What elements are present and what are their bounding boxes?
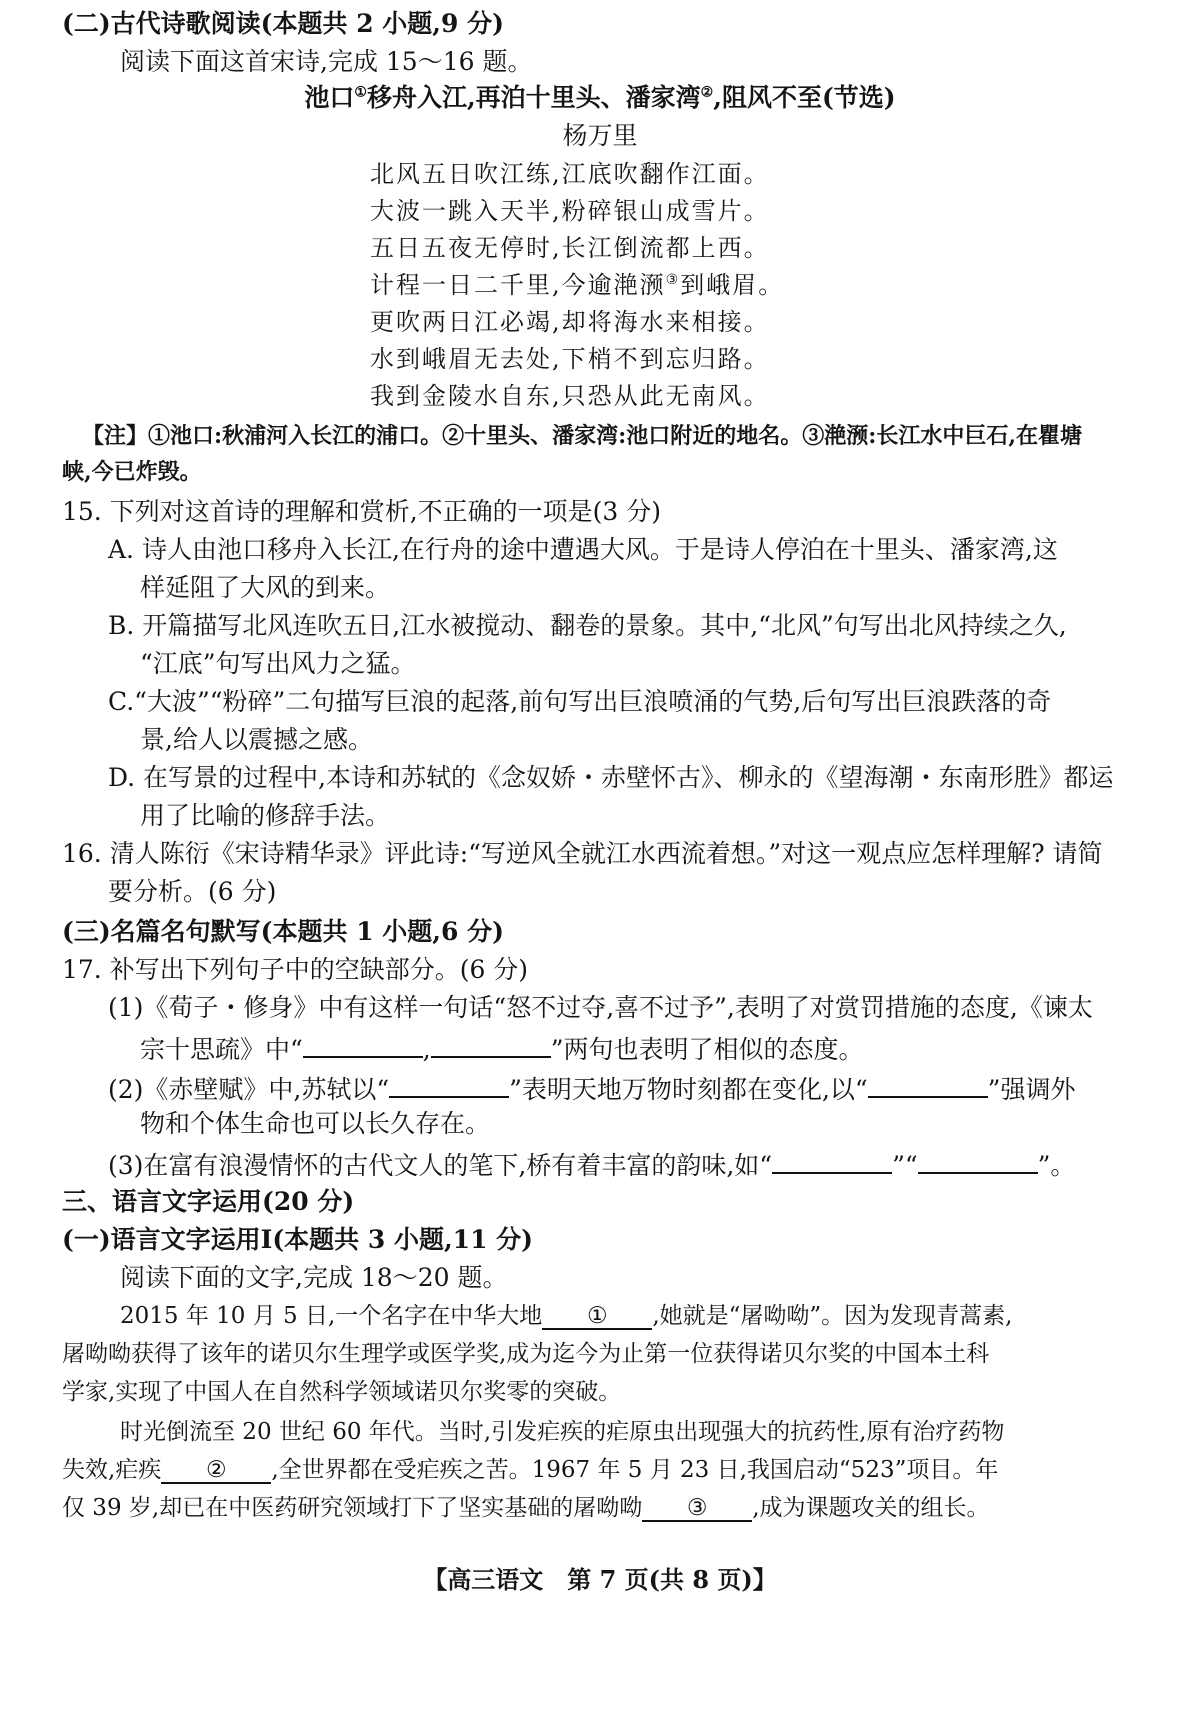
passage-p2-line-3 — [62, 1490, 990, 1526]
footnote-marker-2: ② — [700, 84, 714, 101]
q15-option-b: B. 开篇描写北风连吹五日,江水被搅动、翻卷的景象。其中,“北风”句写出北风持续之久, — [108, 611, 1067, 640]
q17-item-2-text-post: ”强调外 — [987, 1075, 1076, 1104]
poem-title-part-c: ,阻风不至(节选) — [713, 83, 896, 112]
passage-p2-line-1: 时光倒流至 20 世纪 60 年代。当时,引发疟疾的疟原虫出现强大的抗药性,原有治疗药物 — [120, 1419, 1005, 1445]
q15-option-d: D. 在写景的过程中,本诗和苏轼的《念奴娇・赤壁怀古》、柳永的《望海潮・东南形胜》都运 — [108, 763, 1114, 792]
poetry-intro: 阅读下面这首宋诗,完成 15～16 题。 — [120, 47, 533, 76]
poem-line: 我到金陵水自东,只恐从此无南风。 — [370, 382, 770, 410]
q17-item-1-text-pre: 宗十思疏》中“ — [140, 1035, 303, 1064]
q17-item-1: (1)《荀子・修身》中有这样一句话“怒不过夺,喜不过予”,表明了对赏罚措施的态度,《谏太 — [108, 993, 1093, 1022]
poem-title-part-a: 池口 — [304, 83, 355, 112]
poem-line: 北风五日吹江练,江底吹翻作江面。 — [370, 160, 770, 188]
q15-option-c-cont: 景,给人以震撼之感。 — [140, 725, 373, 754]
q15-option-c: C.“大波”“粉碎”二句描写巨浪的起落,前句写出巨浪喷涌的气势,后句写出巨浪跌落的奇 — [108, 687, 1052, 716]
passage-p1-line-1 — [120, 1298, 1012, 1334]
q17-item-3-text-pre: (3)在富有浪漫情怀的古代文人的笔下,桥有着丰富的韵味,如“ — [108, 1151, 773, 1180]
poem-title-part-b: 移舟入江,再泊十里头、潘家湾 — [366, 83, 701, 112]
q17-item-3-text-post: ”。 — [1037, 1151, 1076, 1180]
poem-note-line-2: 峡,今已炸毁。 — [62, 459, 202, 485]
q15-option-a: A. 诗人由池口移舟入长江,在行舟的途中遭遇大风。于是诗人停泊在十里头、潘家湾,这 — [108, 535, 1058, 564]
poem-line-4-text: 计程一日二千里,今逾滟滪 — [370, 271, 666, 299]
part-heading-language-use: 三、语言文字运用(20 分) — [62, 1187, 355, 1216]
blank-1[interactable]: ① — [542, 1300, 652, 1330]
poem-line: 五日五夜无停时,长江倒流都上西。 — [370, 234, 770, 262]
language-use-intro: 阅读下面的文字,完成 18～20 题。 — [120, 1263, 508, 1292]
passage-p2-line-2 — [62, 1452, 998, 1488]
q17-item-1-cont — [140, 1028, 864, 1068]
poem-line-4-tail: 到峨眉。 — [680, 271, 785, 299]
section-heading-dictation: (三)名篇名句默写(本题共 1 小题,6 分) — [62, 917, 504, 946]
q17-item-1-text-post: ”两句也表明了相似的态度。 — [550, 1035, 864, 1064]
blank-3[interactable]: ③ — [642, 1492, 752, 1522]
q17-item-2-text-mid: ”表明天地万物时刻都在变化,以“ — [509, 1075, 868, 1104]
q17-item-2-text-pre: (2)《赤壁赋》中,苏轼以“ — [108, 1075, 390, 1104]
answer-blank[interactable] — [868, 1068, 988, 1098]
q17-item-2-cont: 物和个体生命也可以长久存在。 — [140, 1109, 491, 1138]
question-15-stem: 15. 下列对这首诗的理解和赏析,不正确的一项是(3 分) — [62, 497, 662, 526]
section-heading-poetry: (二)古代诗歌阅读(本题共 2 小题,9 分) — [62, 9, 504, 38]
poem-line: 更吹两日江必竭,却将海水来相接。 — [370, 308, 770, 336]
question-16-stem-cont: 要分析。(6 分) — [108, 877, 277, 906]
question-16-stem: 16. 清人陈衍《宋诗精华录》评此诗:“写逆风全就江水西流着想。”对这一观点应怎样理解? 请简 — [62, 839, 1103, 868]
q15-option-d-cont: 用了比喻的修辞手法。 — [140, 801, 391, 830]
page-footer: 【高三语文 第 7 页(共 8 页)】 — [423, 1565, 777, 1594]
passage-text: 失效,疟疾 — [62, 1457, 162, 1483]
passage-text: 仅 39 岁,却已在中医药研究领域打下了坚实基础的屠呦呦 — [62, 1495, 643, 1521]
footnote-marker-1: ① — [354, 84, 367, 101]
q15-option-b-cont: “江底”句写出风力之猛。 — [140, 649, 416, 678]
question-17-stem: 17. 补写出下列句子中的空缺部分。(6 分) — [62, 955, 529, 984]
poem-line: 大波一跳入天半,粉碎银山成雪片。 — [370, 197, 770, 225]
footnote-marker-3: ③ — [665, 272, 681, 288]
q15-option-a-cont: 样延阻了大风的到来。 — [140, 573, 391, 602]
passage-text: ,全世界都在受疟疾之苦。1967 年 5 月 23 日,我国启动“523”项目。年 — [271, 1457, 999, 1483]
passage-p1-line-2: 屠呦呦获得了该年的诺贝尔生理学或医学奖,成为迄今为止第一位获得诺贝尔奖的中国本土科 — [62, 1341, 990, 1367]
answer-blank[interactable] — [918, 1144, 1038, 1174]
passage-text: ,成为课题攻关的组长。 — [752, 1495, 990, 1521]
q17-item-2 — [108, 1068, 1075, 1108]
q17-item-1-comma: , — [422, 1035, 431, 1064]
poem-line — [370, 267, 784, 303]
passage-text: 2015 年 10 月 5 日,一个名字在中华大地 — [120, 1303, 543, 1329]
answer-blank[interactable] — [303, 1028, 423, 1058]
poem-title — [0, 80, 1200, 116]
passage-text: ,她就是“屠呦呦”。因为发现青蒿素, — [652, 1303, 1013, 1329]
blank-2[interactable]: ② — [161, 1454, 271, 1484]
q17-item-3-text-mid: ”“ — [892, 1151, 918, 1180]
answer-blank[interactable] — [389, 1068, 509, 1098]
subsection-heading-language-use-1: (一)语言文字运用Ⅰ(本题共 3 小题,11 分) — [62, 1225, 534, 1254]
poem-author: 杨万里 — [562, 121, 638, 150]
passage-p1-line-3: 学家,实现了中国人在自然科学领域诺贝尔奖零的突破。 — [62, 1379, 622, 1405]
answer-blank[interactable] — [431, 1028, 551, 1058]
poem-line: 水到峨眉无去处,下梢不到忘归路。 — [370, 345, 770, 373]
poem-note-line-1: 【注】①池口:秋浦河入长江的浦口。②十里头、潘家湾:池口附近的地名。③滟滪:长江水中巨石,在瞿塘 — [82, 423, 1083, 449]
answer-blank[interactable] — [772, 1144, 892, 1174]
q17-item-3 — [108, 1144, 1075, 1184]
